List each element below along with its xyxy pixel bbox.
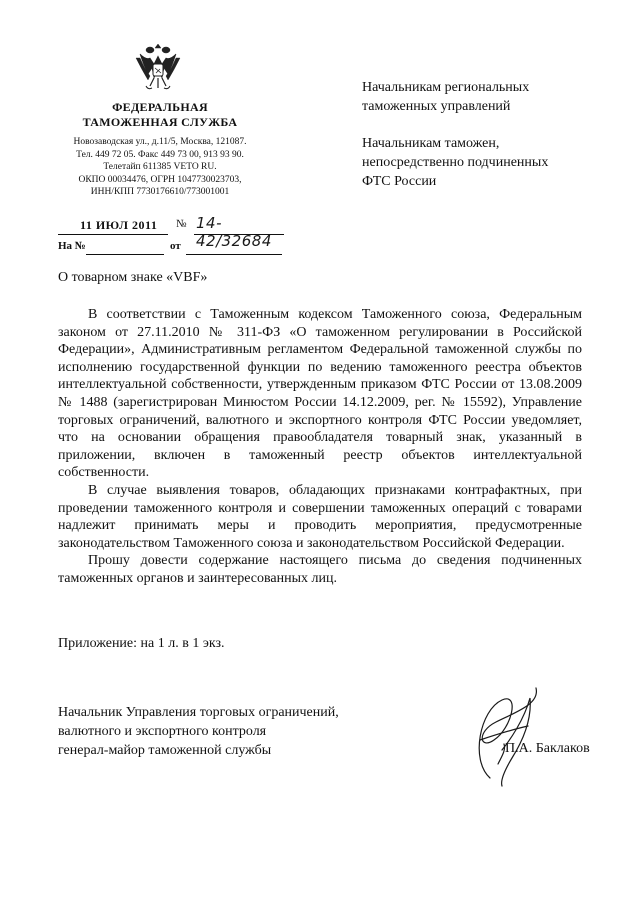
ref-number-label: На № xyxy=(58,240,86,252)
addressee-line: ФТС России xyxy=(362,174,437,189)
signatory-title-line: Начальник Управления торговых ограничений, xyxy=(58,705,339,720)
ref-from-blank xyxy=(186,254,282,255)
registration-number: 14-42/32684 xyxy=(196,214,272,250)
signatory-title-line: генерал-майор таможенной службы xyxy=(58,743,272,758)
org-inn: ИНН/КПП 7730176610/773001001 xyxy=(90,187,230,197)
org-phone-fax: Тел. 449 72 05. Факс 449 73 00, 913 93 90. xyxy=(76,149,244,160)
org-name-line2: ТАМОЖЕННАЯ СЛУЖБА xyxy=(82,115,238,129)
org-address: Новозаводская ул., д.11/5, Москва, 121087. xyxy=(73,137,247,147)
addressee-line: Начальникам таможен, xyxy=(362,136,500,151)
ref-number-blank xyxy=(86,254,164,255)
body-paragraph: В случае выявления товаров, обладающих признаками контрафактных, при проведении таможенного контроля и совершении таможенных операций с товарами надлежит принимать меры и проводить мероприятия, предусмотренные законодательством Таможенного союза и законодательством Российской Федерации. xyxy=(58,482,582,551)
signatory-name: П.А. Баклаков xyxy=(505,741,590,756)
body-paragraph: В соответствии с Таможенным кодексом Таможенного союза, Федеральным законом от 27.11.2010 № 311-ФЗ «О таможенном регулировании в Российской Федерации», Административным регламентом Федеральной таможенной службы по исполнению государственной функции по ведению таможенного реестра объектов интеллектуальной собственности, утвержденным приказом ФТС России от 13.08.2009 № 1488 (зарегистрирован Минюстом России 14.12.2009, рег. № 15592), Управление торговых ограничений, валютного и экспортного контроля ФТС России уведомляет, что на основании обращения правообладателя товарный знак, указанный в приложении, включен в таможенный реестр объектов интеллектуальной собственности. xyxy=(58,307,582,481)
org-codes: ОКПО 00034476, ОГРН 1047730023703, xyxy=(78,174,242,185)
number-underline xyxy=(194,234,284,235)
attachment-note: Приложение: на 1 л. в 1 экз. xyxy=(58,636,225,651)
addressee-line: таможенных управлений xyxy=(362,99,511,114)
signatory-title-line: валютного и экспортного контроля xyxy=(58,724,267,739)
letter-subject: О товарном знаке «VBF» xyxy=(58,270,208,285)
registration-date: 11 ИЮЛ 2011 xyxy=(80,218,158,232)
addressee-line: Начальникам региональных xyxy=(362,80,530,95)
org-contacts xyxy=(60,136,260,199)
coat-of-arms-icon xyxy=(134,40,182,94)
signatory-title xyxy=(58,703,378,760)
org-telex: Телетайп 611385 VETO RU. xyxy=(103,162,217,172)
sender-header xyxy=(60,100,260,199)
org-name-line1: ФЕДЕРАЛЬНАЯ xyxy=(112,100,208,114)
addressees xyxy=(362,78,602,191)
addressee-line: непосредственно подчиненных xyxy=(362,155,549,170)
letter-body xyxy=(58,306,582,588)
number-label: № xyxy=(176,218,187,230)
body-paragraph: Прошу довести содержание настоящего письма до сведения подчиненных таможенных органов и заинтересованных лиц. xyxy=(58,553,582,586)
date-underline xyxy=(58,234,168,235)
ref-from-label: от xyxy=(170,240,181,252)
reference-line xyxy=(58,240,283,258)
handwritten-signature-icon xyxy=(440,680,550,790)
